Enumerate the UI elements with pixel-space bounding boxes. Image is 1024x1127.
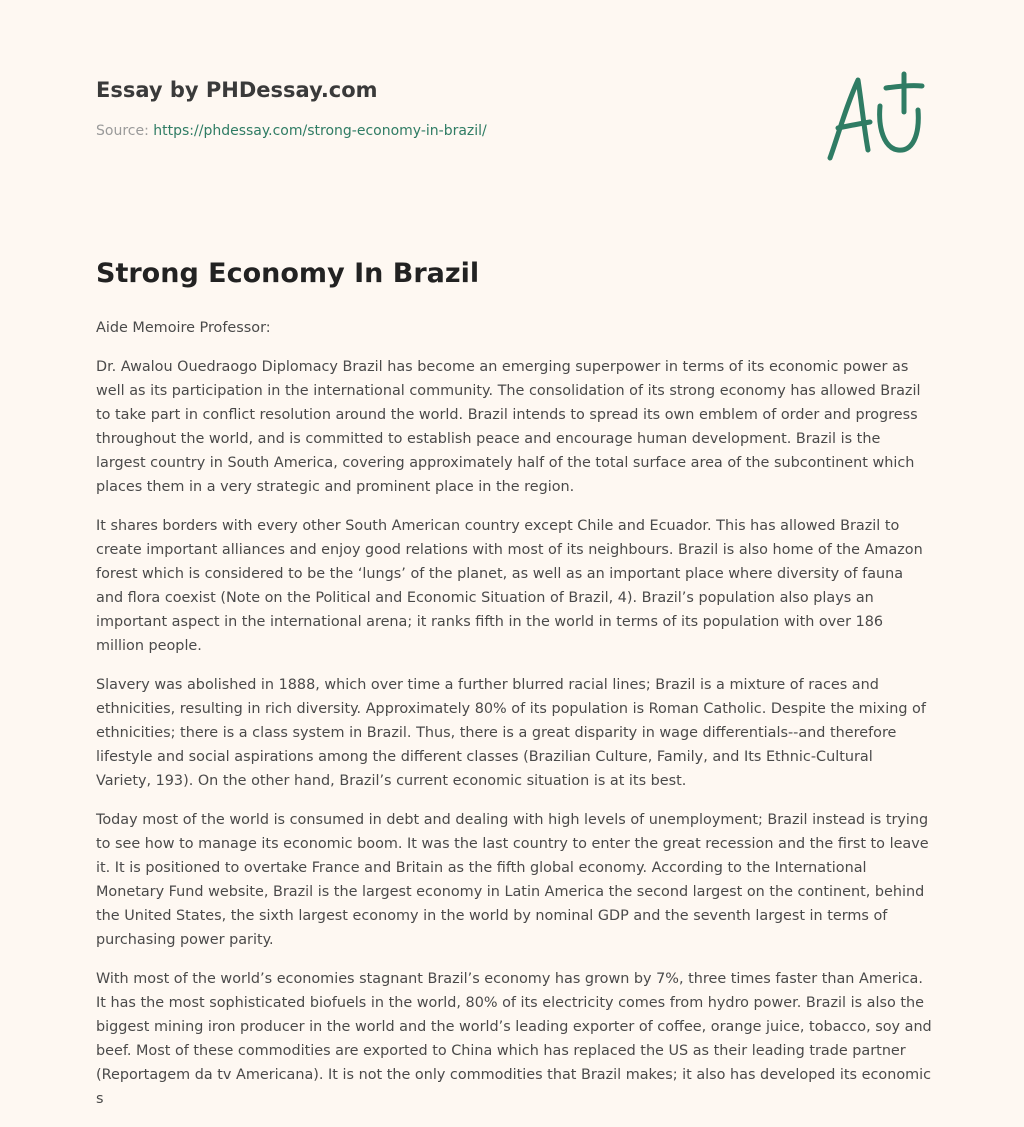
essay-title: Strong Economy In Brazil (96, 258, 480, 289)
source-line (96, 121, 796, 141)
a-plus-grade-icon (820, 66, 930, 166)
page-header (96, 76, 796, 141)
essay-paragraph: With most of the world’s economies stagnant Brazil’s economy has grown by 7%, three times faster than America. It has the most sophisticated biofuels in the world, 80% of its electricity comes from hydro power. Brazil is also the biggest mining iron producer in the world and the world’s leading exporter of coffee, orange juice, tobacco, soy and beef. Most of these commodities are exported to China which has replaced the US as their leading trade partner (Reportagem da tv Americana). It is not the only commodities that Brazil makes; it also has developed its economic s (96, 971, 932, 1107)
essay-paragraph: Dr. Awalou Ouedraogo Diplomacy Brazil has become an emerging superpower in terms of its economic power as well as its participation in the international community. The consolidation of its strong economy has allowed Brazil to take part in conflict resolution around the world. Brazil intends to spread its own emblem of order and progress throughout the world, and is committed to establish peace and encourage human development. Brazil is the largest country in South America, covering approximately half of the total surface area of the subcontinent which places them in a very strategic and prominent place in the region. (96, 359, 921, 495)
essay-paragraph: Today most of the world is consumed in debt and dealing with high levels of unemployment; Brazil instead is trying to see how to manage its economic boom. It was the last country to enter the great recession and the first to leave it. It is positioned to overtake France and Britain as the fifth global economy. According to the International Monetary Fund website, Brazil is the largest economy in Latin America the second largest on the continent, behind the United States, the sixth largest economy in the world by nominal GDP and the seventh largest in terms of purchasing power parity. (96, 812, 929, 948)
source-label: Source: (96, 123, 149, 139)
source-link[interactable]: https://phdessay.com/strong-economy-in-brazil/ (153, 123, 487, 139)
site-title: Essay by PHDessay.com (96, 78, 378, 102)
essay-paragraph: Aide Memoire Professor: (96, 320, 271, 336)
essay-body (96, 254, 932, 1126)
essay-paragraph: It shares borders with every other South American country except Chile and Ecuador. This has allowed Brazil to create important alliances and enjoy good relations with most of its neighbours. Brazil is also home of the Amazon forest which is considered to be the ‘lungs’ of the planet, as well as an important place where diversity of fauna and flora coexist (Note on the Political and Economic Situation of Brazil, 4). Brazil’s population also plays an important aspect in the international arena; it ranks fifth in the world in terms of its population with over 186 million people. (96, 518, 923, 654)
essay-paragraph: Slavery was abolished in 1888, which over time a further blurred racial lines; Brazil is a mixture of races and ethnicities, resulting in rich diversity. Approximately 80% of its population is Roman Catholic. Despite the mixing of ethnicities; there is a class system in Brazil. Thus, there is a great disparity in wage differentials--and therefore lifestyle and social aspirations among the different classes (Brazilian Culture, Family, and Its Ethnic-Cultural Variety, 193). On the other hand, Brazil’s current economic situation is at its best. (96, 677, 926, 789)
